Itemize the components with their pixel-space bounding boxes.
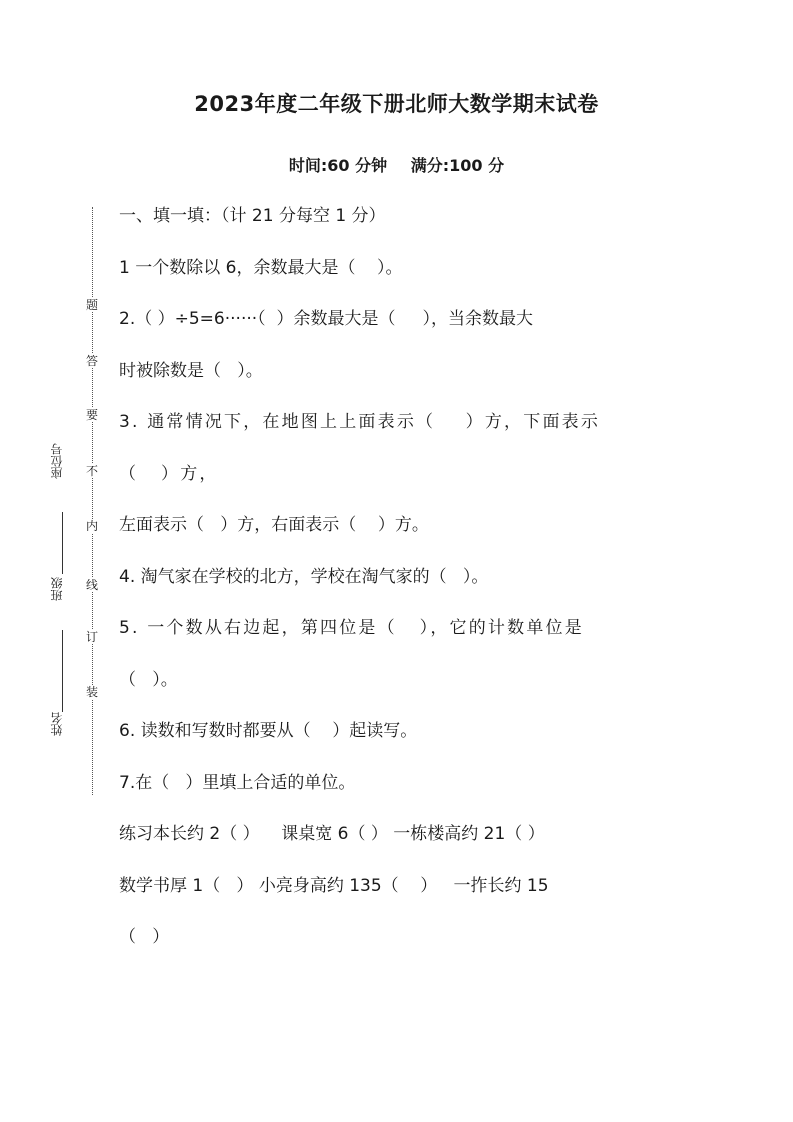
question-line: （ ）。 (119, 669, 178, 690)
binding-char: 线 (82, 578, 102, 592)
seat-number-label: 座位号 (50, 443, 64, 479)
section-heading: 一、填一填：（计 21 分每空 1 分） (119, 206, 386, 226)
question-line: 4. 淘气家在学校的北方，学校在淘气家的（ ）。 (119, 566, 489, 587)
exam-score: 满分:100 分 (410, 156, 505, 175)
binding-char: 装 (82, 685, 102, 699)
question-line: （ ） (119, 927, 170, 947)
exam-info (0, 153, 793, 176)
binding-char: 要 (82, 408, 102, 422)
question-line: 3. 通常情况下，在地图上上面表示（ ）方，下面表示 (119, 412, 601, 432)
question-line: 5. 一个数从右边起，第四位是（ ），它的计数单位是 (119, 618, 584, 638)
binding-char: 订 (82, 630, 102, 644)
question-line: 时被除数是（ ）。 (119, 360, 263, 381)
question-line: 练习本长约 2（ ） 课桌宽 6（ ） 一栋楼高约 21（ ） (119, 824, 545, 844)
question-line: 2.（ ）÷5=6······（ ）余数最大是（ ），当余数最大 (119, 309, 533, 329)
class-label: 班级 (50, 577, 64, 601)
binding-char: 不 (82, 464, 102, 478)
binding-dotted-line (92, 207, 93, 795)
question-line: 6. 读数和写数时都要从（ ）起读写。 (119, 721, 418, 741)
question-area (119, 204, 679, 977)
exam-title: 2023年度二年级下册北师大数学期末试卷 (194, 92, 599, 116)
binding-char: 内 (82, 519, 102, 533)
question-line: （ ）方， (119, 463, 219, 484)
binding-char: 答 (82, 354, 102, 368)
binding-char: 题 (82, 298, 102, 312)
name-fill-line (62, 630, 63, 712)
question-line: 1 一个数除以 6，余数最大是（ ）。 (119, 257, 403, 278)
question-line: 7.在（ ）里填上合适的单位。 (119, 772, 356, 793)
question-line: 左面表示（ ）方，右面表示（ ）方。 (119, 515, 429, 535)
name-label: 姓名 (50, 712, 64, 736)
class-fill-line (62, 512, 63, 574)
exam-time: 时间:60 分钟 (288, 156, 388, 175)
question-line: 数学书厚 1（ ） 小亮身高约 135（ ） 一拃长约 15 (119, 875, 549, 896)
